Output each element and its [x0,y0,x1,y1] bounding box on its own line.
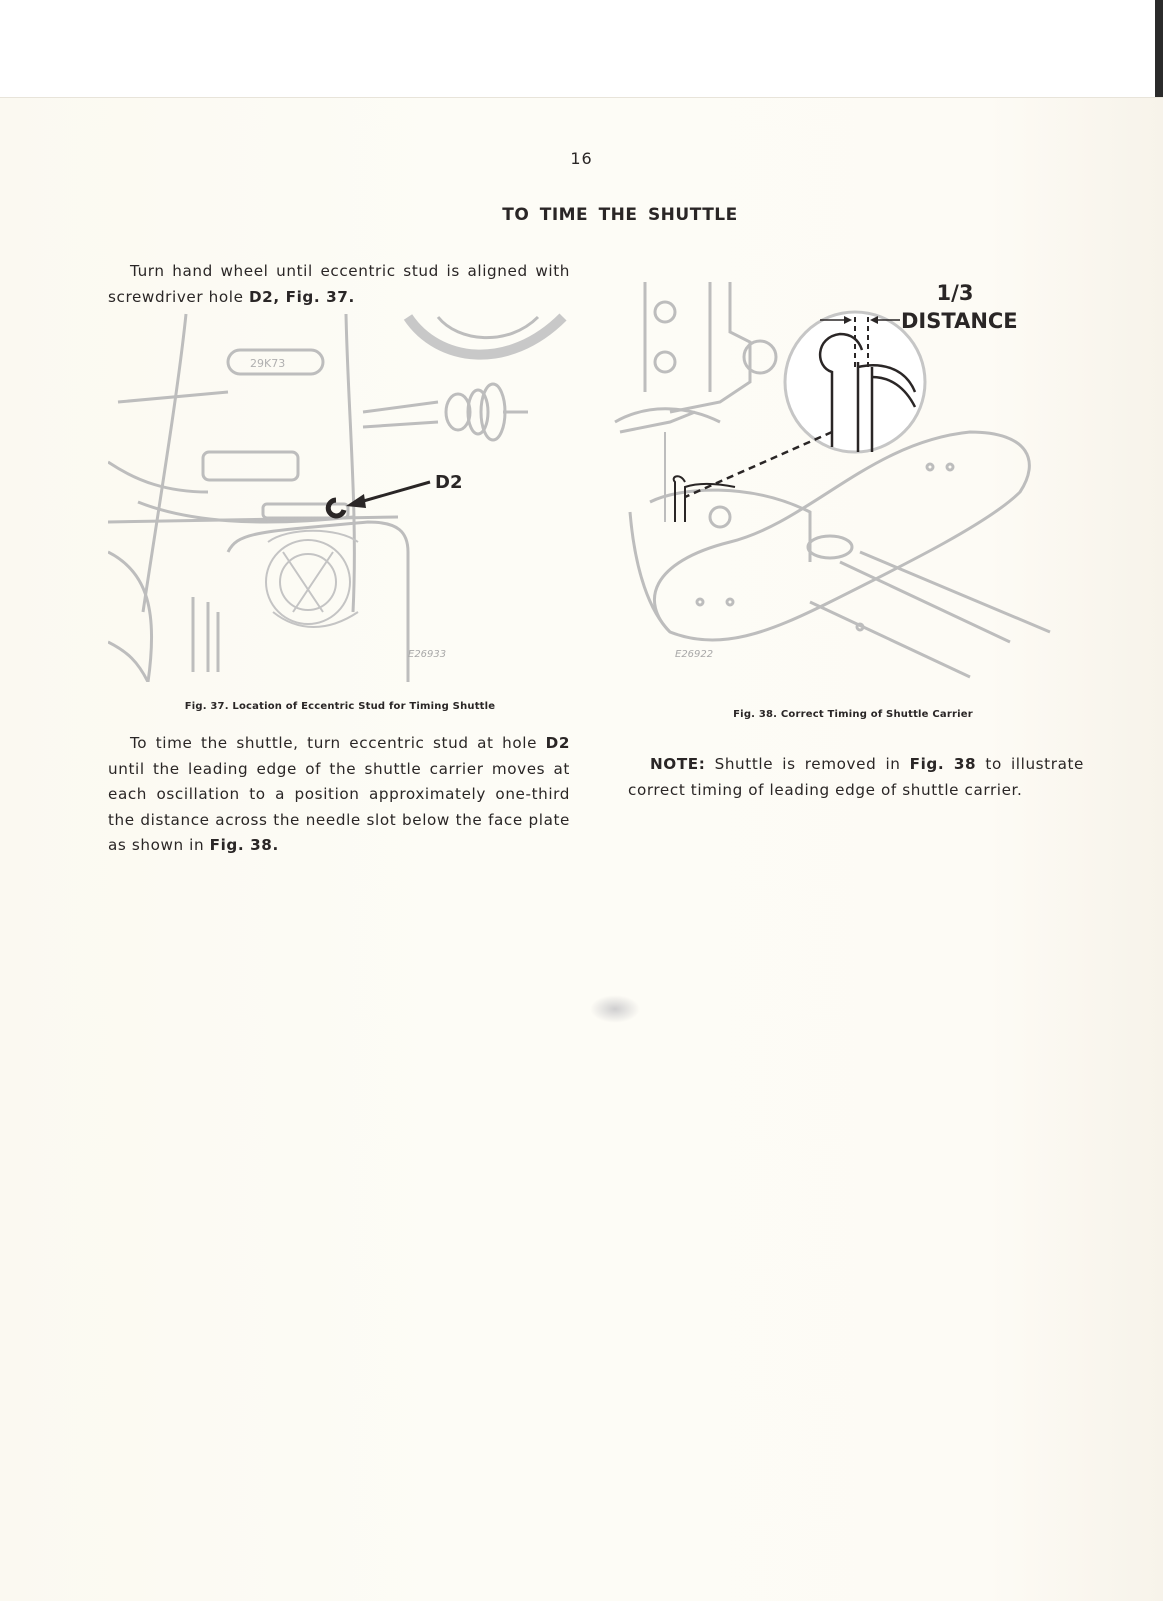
label-d2: D2 [435,472,463,493]
note-text-2: to illustrate correct timing of leading edge of shuttle carrier. [628,755,1084,799]
paper-smudge [590,995,640,1023]
timing-paragraph [108,731,570,859]
figure-38-illustration [610,272,1070,680]
figure-37-illustration [108,312,570,682]
timing-bold-d2: D2 [545,734,570,752]
timing-bold-fig: Fig. 38. [209,836,279,854]
label-one-third: 1/3 [936,281,974,305]
serial-plate-text: 29K73 [250,357,286,370]
note-text-1: Shuttle is removed in [705,755,910,773]
note-label: NOTE: [650,755,706,773]
timing-text-2: until the leading edge of the shuttle carrier moves at each oscillation to a position approximately one-third the distance across the needle slot below the face plate as shown in [108,759,570,854]
page-title: TO TIME THE SHUTTLE [502,205,738,225]
intro-text: Turn hand wheel until eccentric stud is aligned with screwdriver hole [108,262,570,306]
note-paragraph [628,752,1084,803]
page-number: 16 [570,149,593,168]
figure-37-caption: Fig. 37. Location of Eccentric Stud for Timing Shuttle [184,701,496,712]
intro-paragraph [108,259,570,310]
figure-38-caption: Fig. 38. Correct Timing of Shuttle Carrier [733,709,973,720]
timing-text-1: To time the shuttle, turn eccentric stud at hole [130,734,546,752]
figure-37-code: E26933 [408,649,447,660]
note-bold-fig: Fig. 38 [909,755,977,773]
figure-38-code: E26922 [675,649,714,660]
intro-bold-ref: D2, Fig. 37. [248,287,355,306]
label-distance: DISTANCE [901,309,1018,333]
scanner-background [0,0,1163,97]
scanner-edge [1155,0,1163,97]
